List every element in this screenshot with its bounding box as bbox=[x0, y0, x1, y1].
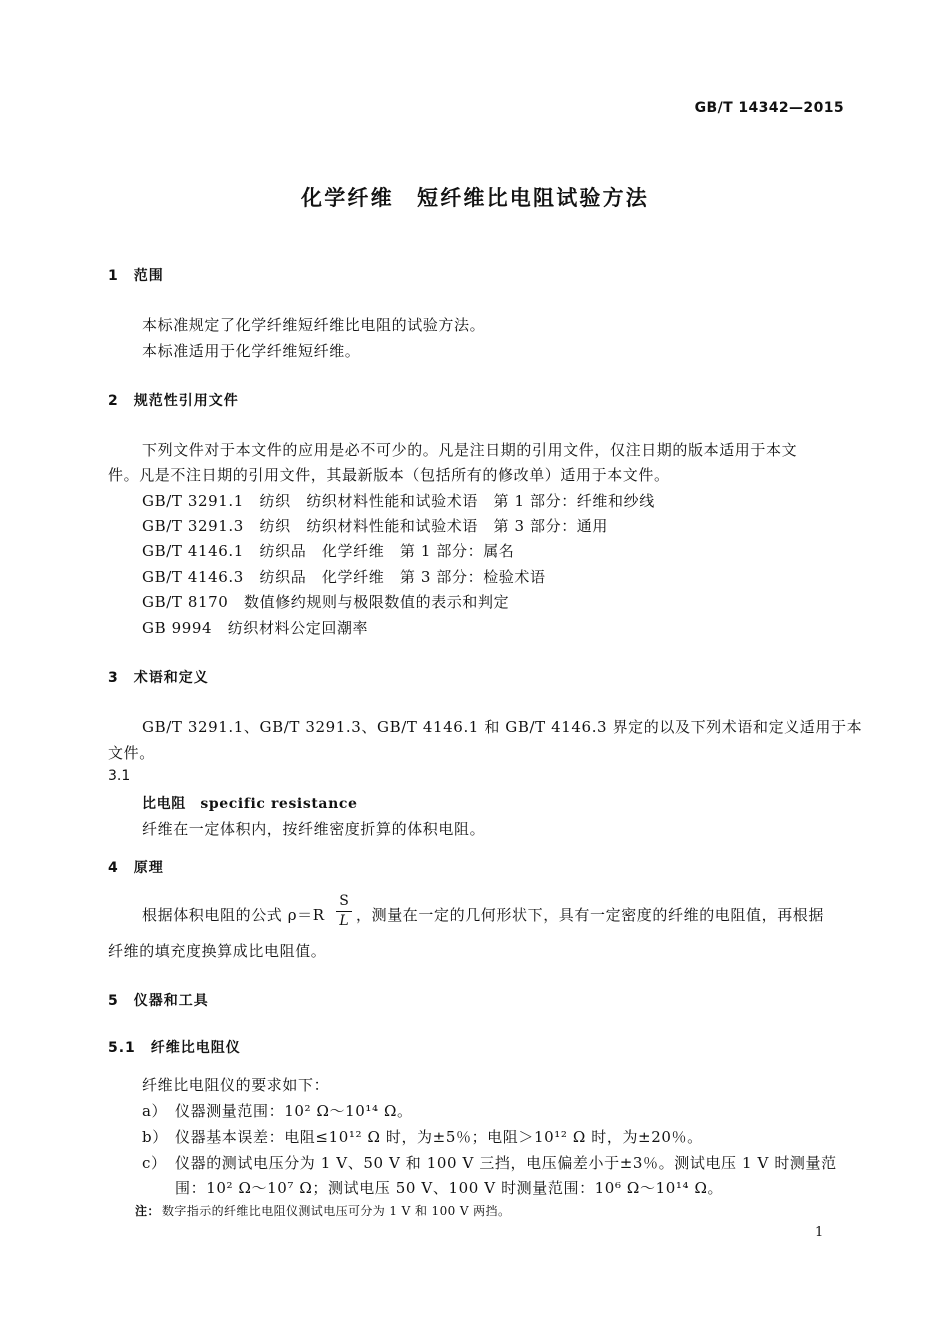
reference-item: GB/T 4146.1 纺织品 化学纤维 第 1 部分：属名 bbox=[142, 542, 515, 560]
list-marker: a） bbox=[142, 1102, 168, 1120]
clause-number: 3.1 bbox=[108, 768, 131, 784]
requirements-intro: 纤维比电阻仪的要求如下： bbox=[142, 1076, 330, 1094]
list-marker: b） bbox=[142, 1128, 168, 1146]
section-3-heading: 3 术语和定义 bbox=[108, 670, 209, 686]
reference-item: GB 9994 纺织材料公定回潮率 bbox=[142, 619, 369, 637]
section-4-heading: 4 原理 bbox=[108, 860, 164, 876]
section-2-paragraph-line-1: 下列文件对于本文件的应用是必不可少的。凡是注日期的引用文件，仅注日期的版本适用于本文 bbox=[142, 441, 798, 459]
term-entry: 比电阻 specific resistance bbox=[142, 796, 358, 812]
list-item: 仪器基本误差：电阻≤10¹² Ω 时，为±5％；电阻＞10¹² Ω 时，为±20％。 bbox=[175, 1128, 703, 1146]
formula-fraction bbox=[336, 893, 352, 930]
reference-item: GB/T 3291.1 纺织 纺织材料性能和试验术语 第 1 部分：纤维和纱线 bbox=[142, 492, 655, 510]
section-3-paragraph-line-1: GB/T 3291.1、GB/T 3291.3、GB/T 4146.1 和 GB/T 4146.3 界定的以及下列术语和定义适用于本 bbox=[142, 718, 863, 736]
reference-item: GB/T 3291.3 纺织 纺织材料性能和试验术语 第 3 部分：通用 bbox=[142, 517, 608, 535]
subsection-5-1-heading: 5.1 纤维比电阻仪 bbox=[108, 1040, 241, 1056]
formula-trailing-text: ，测量在一定的几何形状下，具有一定密度的纤维的电阻值，再根据 bbox=[356, 906, 825, 924]
reference-item: GB/T 8170 数值修约规则与极限数值的表示和判定 bbox=[142, 593, 510, 611]
formula-lead-text: 根据体积电阻的公式 ρ＝R bbox=[142, 906, 325, 924]
section-2-paragraph-line-2: 件。凡是不注日期的引用文件，其最新版本（包括所有的修改单）适用于本文件。 bbox=[108, 466, 670, 484]
section-1-heading: 1 范围 bbox=[108, 268, 164, 284]
note-text: 数字指示的纤维比电阻仪测试电压可分为 1 V 和 100 V 两挡。 bbox=[162, 1204, 511, 1218]
section-2-heading: 2 规范性引用文件 bbox=[108, 393, 239, 409]
list-marker: c） bbox=[142, 1154, 167, 1172]
section-1-paragraph-2: 本标准适用于化学纤维短纤维。 bbox=[142, 342, 361, 360]
fraction-numerator: S bbox=[339, 893, 349, 909]
list-item-continuation: 围：10² Ω～10⁷ Ω；测试电压 50 V、100 V 时测量范围：10⁶ Ω～10¹⁴ Ω。 bbox=[175, 1179, 724, 1197]
section-4-paragraph-line-2: 纤维的填充度换算成比电阻值。 bbox=[108, 942, 327, 960]
section-1-paragraph-1: 本标准规定了化学纤维短纤维比电阻的试验方法。 bbox=[142, 316, 486, 334]
term-definition: 纤维在一定体积内，按纤维密度折算的体积电阻。 bbox=[142, 820, 486, 838]
reference-item: GB/T 4146.3 纺织品 化学纤维 第 3 部分：检验术语 bbox=[142, 568, 546, 586]
page-number: 1 bbox=[815, 1225, 824, 1240]
fraction-denominator: L bbox=[339, 913, 349, 929]
document-title: 化学纤维 短纤维比电阻试验方法 bbox=[301, 186, 649, 210]
standard-code: GB/T 14342—2015 bbox=[694, 100, 844, 116]
note-label: 注： bbox=[135, 1204, 160, 1218]
list-item: 仪器的测试电压分为 1 V、50 V 和 100 V 三挡，电压偏差小于±3％。测试电压 1 V 时测量范 bbox=[175, 1154, 837, 1172]
section-3-paragraph-line-2: 文件。 bbox=[108, 744, 155, 762]
section-5-heading: 5 仪器和工具 bbox=[108, 993, 209, 1009]
list-item: 仪器测量范围：10² Ω～10¹⁴ Ω。 bbox=[175, 1102, 413, 1120]
fraction-bar bbox=[336, 911, 352, 912]
